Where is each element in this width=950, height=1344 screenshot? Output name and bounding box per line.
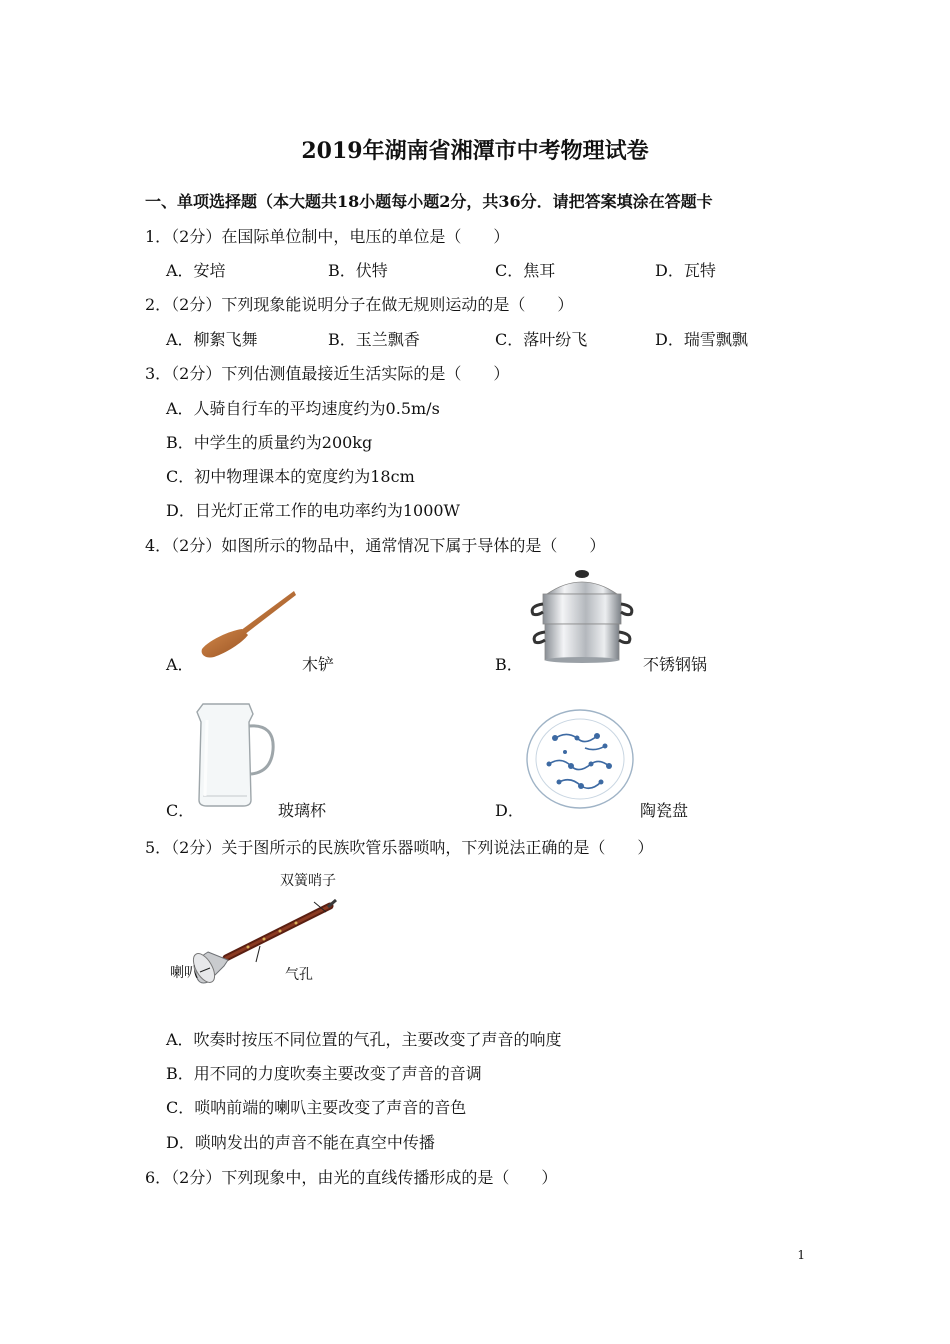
page-title: 2019年湖南省湘潭市中考物理试卷 xyxy=(301,138,649,164)
question-5-stem: 5．（2分）关于图所示的民族吹管乐器唢呐，下列说法正确的是（ ） xyxy=(145,838,654,857)
q2-option-b: B．玉兰飘香 xyxy=(328,330,420,349)
q4-caption-c: 玻璃杯 xyxy=(278,801,327,820)
stainless-pot-image xyxy=(525,568,640,664)
q4-option-c: C． xyxy=(166,801,195,820)
question-2-stem: 2．（2分）下列现象能说明分子在做无规则运动的是（ ） xyxy=(145,295,574,314)
q4-caption-b: 不锈钢锅 xyxy=(643,655,708,674)
wooden-spatula-image xyxy=(198,585,300,661)
question-1-stem: 1．（2分）在国际单位制中，电压的单位是（ ） xyxy=(145,227,510,246)
q4-option-a: A． xyxy=(166,655,194,674)
q5-option-b: B．用不同的力度吹奏主要改变了声音的音调 xyxy=(166,1064,482,1083)
q3-option-d: D．日光灯正常工作的电功率约为1000W xyxy=(166,501,460,520)
section-heading: 一、单项选择题（本大题共18小题每小题2分，共36分．请把答案填涂在答题卡 xyxy=(145,192,713,211)
suona-label-bell: 喇叭 xyxy=(170,965,198,981)
q3-option-b: B．中学生的质量约为200kg xyxy=(166,433,373,452)
q1-option-c: C．焦耳 xyxy=(495,261,556,280)
q2-option-d: D．瑞雪飘飘 xyxy=(655,330,748,349)
q4-caption-d: 陶瓷盘 xyxy=(640,801,689,820)
q4-option-d: D． xyxy=(495,801,524,820)
q5-option-c: C．唢呐前端的喇叭主要改变了声音的音色 xyxy=(166,1098,467,1117)
suona-label-reed: 双簧哨子 xyxy=(280,873,336,889)
q4-caption-a: 木铲 xyxy=(302,655,335,674)
glass-cup-image xyxy=(193,700,277,810)
q5-option-a: A．吹奏时按压不同位置的气孔，主要改变了声音的响度 xyxy=(166,1030,562,1049)
question-4-stem: 4．（2分）如图所示的物品中，通常情况下属于导体的是（ ） xyxy=(145,536,606,555)
question-6-stem: 6．（2分）下列现象中，由光的直线传播形成的是（ ） xyxy=(145,1168,558,1187)
question-3-stem: 3．（2分）下列估测值最接近生活实际的是（ ） xyxy=(145,364,510,383)
q3-option-a: A．人骑自行车的平均速度约为0.5m/s xyxy=(166,399,440,418)
q2-option-c: C．落叶纷飞 xyxy=(495,330,588,349)
page-number: 1 xyxy=(797,1248,805,1262)
q3-option-c: C．初中物理课本的宽度约为18cm xyxy=(166,467,415,486)
q4-option-b: B． xyxy=(495,655,523,674)
ceramic-plate-image xyxy=(525,708,635,810)
q1-option-a: A．安培 xyxy=(166,261,226,280)
q5-option-d: D．唢呐发出的声音不能在真空中传播 xyxy=(166,1133,435,1152)
q2-option-a: A．柳絮飞舞 xyxy=(166,330,258,349)
q1-option-d: D．瓦特 xyxy=(655,261,716,280)
suona-label-hole: 气孔 xyxy=(285,967,313,983)
q1-option-b: B．伏特 xyxy=(328,261,388,280)
